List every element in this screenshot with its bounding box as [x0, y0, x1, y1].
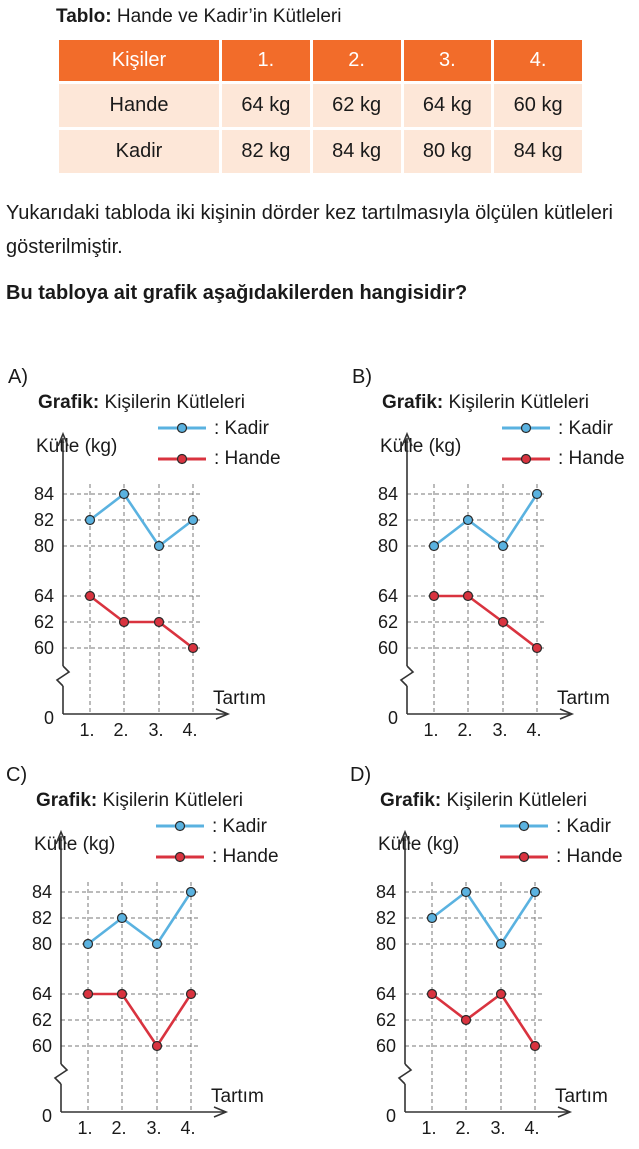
- table-header-cell: 4.: [494, 40, 582, 84]
- table-cell: 84 kg: [494, 130, 582, 176]
- y-tick-label: 62: [378, 612, 399, 632]
- mass-table: [56, 40, 585, 176]
- intro-text: Yukarıdaki tabloda iki kişinin dörder kez tartılmasıyla ölçülen kütleleri gösterilmiştir.: [6, 202, 613, 258]
- y-tick-label: 60: [32, 1036, 53, 1056]
- y-axis-label: Kütle (kg): [34, 834, 116, 855]
- legend-kadir-marker: [176, 822, 185, 831]
- x-tick-label: 2.: [455, 1118, 471, 1138]
- graph-title-label: Grafik:: [38, 392, 100, 413]
- origin-label: 0: [388, 708, 399, 728]
- x-axis-label: Tartım: [211, 1086, 264, 1107]
- graph-title-label: Grafik:: [382, 392, 444, 413]
- data-point-hande: [430, 592, 439, 601]
- table-cell: 64 kg: [404, 84, 492, 130]
- data-point-kadir: [462, 888, 471, 897]
- data-point-hande: [428, 990, 437, 999]
- x-tick-label: 3.: [492, 720, 508, 740]
- table-header-cell: 3.: [404, 40, 492, 84]
- legend-kadir-label: : Kadir: [556, 816, 611, 837]
- y-tick-label: 82: [378, 510, 399, 530]
- data-point-hande: [120, 618, 129, 627]
- data-point-hande: [497, 990, 506, 999]
- option-b-graph[interactable]: [352, 366, 639, 746]
- y-tick-label: 82: [376, 908, 397, 928]
- y-tick-label: 60: [34, 638, 55, 658]
- y-axis-label: Kütle (kg): [36, 436, 118, 457]
- data-point-hande: [118, 990, 127, 999]
- x-tick-label: 4.: [182, 720, 198, 740]
- x-axis-label: Tartım: [555, 1086, 608, 1107]
- graph-title-text: Kişilerin Kütleleri: [99, 392, 245, 413]
- y-tick-label: 60: [376, 1036, 397, 1056]
- axis-break: [57, 666, 69, 686]
- data-point-kadir: [464, 516, 473, 525]
- y-tick-label: 80: [32, 934, 53, 954]
- option-c-graph[interactable]: [6, 764, 306, 1144]
- y-axis-label: Kütle (kg): [378, 834, 460, 855]
- data-point-kadir: [531, 888, 540, 897]
- x-tick-label: 1.: [79, 720, 95, 740]
- legend-hande-label: : Hande: [556, 846, 623, 867]
- x-axis-label: Tartım: [213, 688, 266, 709]
- y-tick-label: 60: [378, 638, 399, 658]
- option-d-graph[interactable]: [350, 764, 639, 1144]
- data-point-kadir: [189, 516, 198, 525]
- table-cell: 60 kg: [494, 84, 582, 130]
- y-tick-label: 84: [32, 882, 53, 902]
- data-point-hande: [533, 644, 542, 653]
- y-tick-label: 62: [32, 1010, 53, 1030]
- data-point-kadir: [428, 914, 437, 923]
- data-point-hande: [155, 618, 164, 627]
- x-tick-label: 4.: [526, 720, 542, 740]
- data-point-kadir: [499, 542, 508, 551]
- x-tick-label: 1.: [77, 1118, 93, 1138]
- x-axis-label: Tartım: [557, 688, 610, 709]
- y-tick-label: 64: [376, 984, 397, 1004]
- x-tick-label: 4.: [524, 1118, 540, 1138]
- data-point-kadir: [497, 940, 506, 949]
- data-point-hande: [84, 990, 93, 999]
- table-cell: Kadir: [59, 130, 219, 176]
- x-tick-label: 2.: [111, 1118, 127, 1138]
- y-axis-label: Kütle (kg): [380, 436, 462, 457]
- y-tick-label: 84: [376, 882, 397, 902]
- data-point-hande: [86, 592, 95, 601]
- table-header-cell: Kişiler: [59, 40, 219, 84]
- y-tick-label: 84: [34, 484, 55, 504]
- graph-canvas: [8, 366, 308, 746]
- y-tick-label: 64: [378, 586, 399, 606]
- y-tick-label: 64: [34, 586, 55, 606]
- legend-kadir-marker: [178, 424, 187, 433]
- graph-title-label: Grafik:: [380, 790, 442, 811]
- data-point-hande: [464, 592, 473, 601]
- table-header-row: [59, 40, 582, 84]
- table-header-cell: 2.: [313, 40, 401, 84]
- x-tick-label: 3.: [490, 1118, 506, 1138]
- legend-kadir-marker: [522, 424, 531, 433]
- legend-hande-marker: [178, 455, 187, 464]
- table-caption: [56, 6, 341, 28]
- legend-hande-marker: [520, 853, 529, 862]
- legend-hande-marker: [176, 853, 185, 862]
- graph-title-label: Grafik:: [36, 790, 98, 811]
- graph-canvas: [352, 366, 639, 746]
- graph-canvas: [350, 764, 639, 1144]
- table-header-cell: 1.: [222, 40, 310, 84]
- graph-title-text: Kişilerin Kütleleri: [97, 790, 243, 811]
- data-point-kadir: [86, 516, 95, 525]
- table-row: [59, 130, 582, 176]
- table-cell: 62 kg: [313, 84, 401, 130]
- table-cell: 84 kg: [313, 130, 401, 176]
- legend-kadir-marker: [520, 822, 529, 831]
- option-label: C): [6, 764, 28, 786]
- question-text: Bu tabloya ait grafik aşağıdakilerden hangisidir?: [6, 282, 468, 304]
- y-tick-label: 84: [378, 484, 399, 504]
- graph-title-text: Kişilerin Kütleleri: [441, 790, 587, 811]
- table-row: [59, 84, 582, 130]
- table-cell: 82 kg: [222, 130, 310, 176]
- data-point-kadir: [84, 940, 93, 949]
- graph-title-text: Kişilerin Kütleleri: [443, 392, 589, 413]
- legend-kadir-label: : Kadir: [558, 418, 613, 439]
- x-tick-label: 1.: [421, 1118, 437, 1138]
- option-label: B): [352, 366, 372, 388]
- y-tick-label: 82: [34, 510, 55, 530]
- x-tick-label: 1.: [423, 720, 439, 740]
- x-tick-label: 2.: [457, 720, 473, 740]
- x-tick-label: 3.: [148, 720, 164, 740]
- data-point-kadir: [153, 940, 162, 949]
- data-point-hande: [531, 1042, 540, 1051]
- x-tick-label: 4.: [180, 1118, 196, 1138]
- data-point-hande: [462, 1016, 471, 1025]
- axis-break: [399, 1064, 411, 1084]
- axis-break: [55, 1064, 67, 1084]
- legend-hande-label: : Hande: [214, 448, 281, 469]
- legend-hande-label: : Hande: [558, 448, 625, 469]
- origin-label: 0: [386, 1106, 397, 1126]
- y-tick-label: 80: [34, 536, 55, 556]
- y-tick-label: 80: [376, 934, 397, 954]
- option-label: D): [350, 764, 372, 786]
- y-tick-label: 64: [32, 984, 53, 1004]
- option-a-graph[interactable]: [8, 366, 308, 746]
- table-cell: Hande: [59, 84, 219, 130]
- x-tick-label: 2.: [113, 720, 129, 740]
- legend-hande-marker: [522, 455, 531, 464]
- origin-label: 0: [44, 708, 55, 728]
- table-cell: 80 kg: [404, 130, 492, 176]
- data-point-kadir: [118, 914, 127, 923]
- graph-canvas: [6, 764, 306, 1144]
- data-point-kadir: [120, 490, 129, 499]
- data-point-kadir: [187, 888, 196, 897]
- origin-label: 0: [42, 1106, 53, 1126]
- table-caption-text: Hande ve Kadir’in Kütleleri: [111, 6, 342, 27]
- legend-kadir-label: : Kadir: [214, 418, 269, 439]
- y-tick-label: 62: [376, 1010, 397, 1030]
- axis-break: [401, 666, 413, 686]
- option-label: A): [8, 366, 28, 388]
- table-cell: 64 kg: [222, 84, 310, 130]
- x-tick-label: 3.: [146, 1118, 162, 1138]
- data-point-kadir: [533, 490, 542, 499]
- legend-hande-label: : Hande: [212, 846, 279, 867]
- data-point-kadir: [430, 542, 439, 551]
- data-point-hande: [499, 618, 508, 627]
- data-point-hande: [189, 644, 198, 653]
- legend-kadir-label: : Kadir: [212, 816, 267, 837]
- y-tick-label: 80: [378, 536, 399, 556]
- y-tick-label: 82: [32, 908, 53, 928]
- data-point-hande: [153, 1042, 162, 1051]
- table-caption-label: Tablo:: [56, 6, 112, 27]
- data-point-hande: [187, 990, 196, 999]
- data-point-kadir: [155, 542, 164, 551]
- y-tick-label: 62: [34, 612, 55, 632]
